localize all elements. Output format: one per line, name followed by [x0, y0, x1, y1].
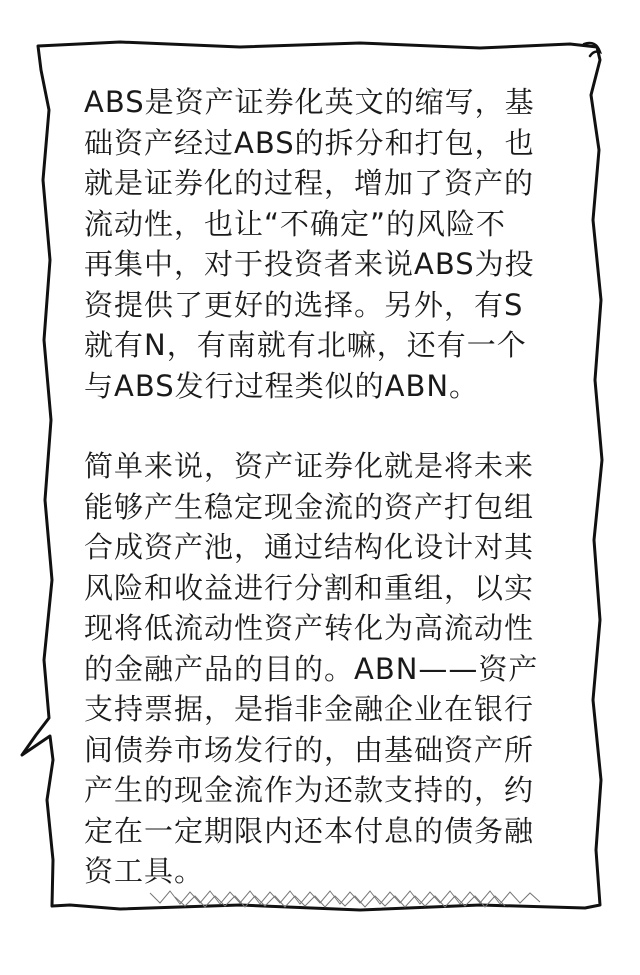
text-line: 与ABS发行过程类似的ABN。 — [84, 368, 480, 403]
text-line: 定在一定期限内还本付息的债务融 — [84, 813, 535, 848]
article-text — [84, 82, 566, 892]
text-line: 现将低流动性资产转化为高流动性 — [84, 611, 535, 645]
text-line: 支持票据，是指非金融企业在银行 — [84, 692, 535, 726]
text-line: 础资产经过ABS的拆分和打包，也 — [84, 125, 535, 160]
text-line: 产生的现金流作为还款支持的，约 — [84, 773, 535, 807]
text-line: 再集中，对于投资者来说ABS为投 — [84, 247, 535, 281]
paragraph-abs-intro — [84, 82, 566, 406]
paragraph-securitization-definition — [84, 446, 566, 892]
text-line: 资工具。 — [84, 854, 205, 888]
text-line: 间债券市场发行的，由基础资产所 — [84, 732, 535, 767]
text-line: 就有N，有南就有北嘛，还有一个 — [84, 328, 527, 362]
text-line: 能够产生稳定现金流的资产打包组 — [84, 489, 535, 524]
text-line: 的金融产品的目的。ABN——资产 — [84, 651, 539, 686]
text-line: ABS是资产证券化英文的缩写，基 — [84, 85, 535, 119]
text-line: 就是证券化的过程，增加了资产的 — [84, 166, 535, 200]
text-line: 流动性，也让“不确定”的风险不 — [84, 206, 507, 241]
text-line: 风险和收益进行分割和重组，以实 — [84, 570, 535, 605]
text-line: 合成资产池，通过结构化设计对其 — [84, 530, 535, 564]
text-line: 简单来说，资产证券化就是将未来 — [84, 449, 535, 483]
text-line: 资提供了更好的选择。另外，有S — [84, 287, 524, 322]
paragraph-spacer — [84, 406, 566, 446]
